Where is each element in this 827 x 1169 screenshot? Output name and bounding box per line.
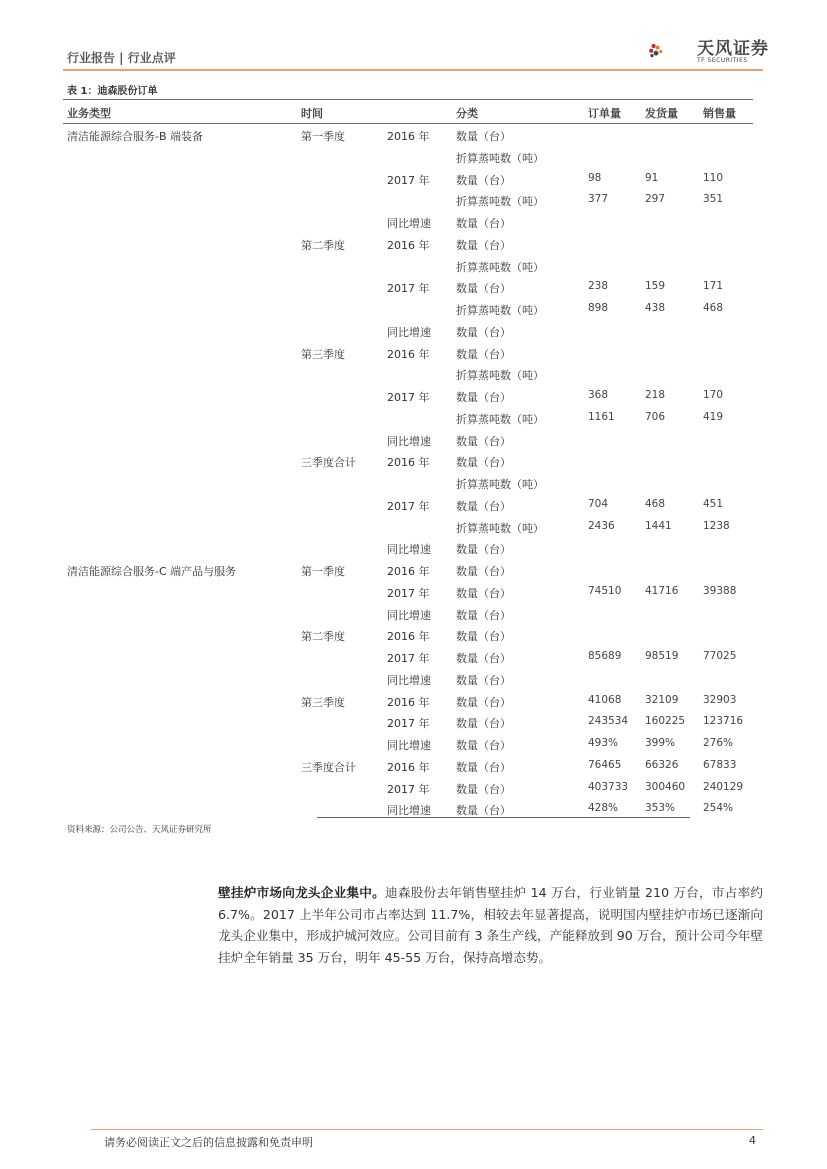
table-cell-ord: 74510	[588, 584, 622, 597]
column-header-business-type: 业务类型	[67, 107, 111, 120]
column-header-orders: 订单量	[588, 107, 621, 120]
table-cell-ord: 238	[588, 280, 609, 293]
table-row	[63, 777, 753, 799]
table-cell-ord: 41068	[588, 693, 622, 706]
table-cell-sal: 32903	[703, 693, 737, 706]
table-cell-yr: 2017 年	[387, 586, 430, 600]
table-cell-sal: 276%	[703, 737, 734, 749]
column-header-sales: 销售量	[703, 107, 736, 120]
table-cell-sal: 468	[703, 302, 724, 314]
table-row	[63, 429, 753, 451]
table-cell-del: 91	[645, 171, 659, 184]
table-cell-cat: 折算蒸吨数（吨）	[456, 260, 544, 274]
table-cell-cat: 数量（台）	[456, 456, 511, 470]
table-cell-yr: 同比增速	[387, 325, 431, 339]
table-cell-yr: 2017 年	[387, 282, 430, 296]
table-source-note: 资料来源：公司公告、天风证券研究所	[67, 825, 212, 835]
table-cell-del: 32109	[645, 693, 679, 706]
table-cell-yr: 2017 年	[387, 173, 430, 187]
table-cell-del: 218	[645, 389, 666, 401]
table-cell-sal: 123716	[703, 715, 744, 728]
table-row	[63, 668, 753, 690]
table-row	[63, 363, 753, 385]
table-row	[63, 733, 753, 755]
table-cell-cat: 折算蒸吨数（吨）	[456, 195, 544, 209]
table-cell-biz: 清洁能源综合服务-B 端装备	[67, 130, 204, 143]
column-header-deliveries: 发货量	[645, 107, 678, 120]
table-row	[63, 690, 753, 712]
table-cell-del: 353%	[645, 802, 676, 815]
table-row	[63, 559, 753, 581]
table-cell-yr: 同比增速	[387, 434, 431, 448]
table-cell-del: 66326	[645, 758, 679, 771]
table-row	[63, 255, 753, 277]
table-cell-cat: 数量（台）	[456, 717, 511, 731]
table-row	[63, 646, 753, 668]
table-row	[63, 711, 753, 733]
table-cell-yr: 2017 年	[387, 652, 430, 665]
table-cell-cat: 数量（台）	[456, 238, 511, 252]
table-cell-del: 399%	[645, 737, 676, 749]
table-cell-yr: 同比增速	[387, 217, 431, 230]
table-cell-cat: 数量（台）	[456, 434, 511, 448]
table-cell-yr: 同比增速	[387, 739, 431, 752]
logo-subtitle: TF SECURITIES	[697, 57, 748, 64]
table-cell-cat: 数量（台）	[456, 347, 511, 361]
table-cell-sal: 39388	[703, 584, 737, 597]
table-cell-sal: 171	[703, 280, 724, 293]
paragraph-body: 迪森股份去年销售壁挂炉 14 万台，行业销量 210 万台，市占率约 6.7%。2017 上半年公司市占率达到 11.7%，相较去年显著提高，说明国内壁挂炉市场已逐渐向龙头企业集中，形成护城河效应。公司目前有 3 条生产线，产能释放到 90 万台，预计公司今年壁挂炉全年销量 35 万台，明年 45-55 万台，保持高增态势。	[218, 885, 764, 965]
table-caption: 表 1：迪森股份订单	[67, 86, 158, 97]
table-cell-yr: 同比增速	[387, 543, 431, 557]
table-cell-cat: 数量（台）	[456, 130, 511, 143]
table-cell-q: 三季度合计	[301, 760, 356, 774]
table-row	[63, 581, 753, 603]
table-row	[63, 146, 753, 168]
table-cell-cat: 数量（台）	[456, 282, 511, 296]
table-cell-cat: 数量（台）	[456, 630, 511, 644]
table-cell-q: 第一季度	[301, 565, 345, 578]
table-cell-ord: 368	[588, 389, 609, 401]
table-cell-del: 468	[645, 497, 666, 510]
column-header-category: 分类	[456, 107, 478, 120]
table-row	[63, 233, 753, 255]
table-cell-sal: 419	[703, 410, 724, 423]
table-cell-cat: 折算蒸吨数（吨）	[456, 369, 544, 383]
table-cell-cat: 折算蒸吨数（吨）	[456, 151, 544, 165]
table-cell-yr: 2016 年	[387, 565, 430, 578]
logo-name: 天风证券	[697, 39, 769, 59]
table-cell-yr: 同比增速	[387, 804, 431, 818]
table-cell-del: 706	[645, 410, 666, 423]
table-cell-cat: 数量（台）	[456, 499, 511, 513]
table-cell-q: 第三季度	[301, 347, 345, 361]
column-header-time: 时间	[301, 107, 323, 120]
table-cell-yr: 2017 年	[387, 782, 430, 796]
table-cell-q: 第一季度	[301, 130, 345, 143]
table-row	[63, 189, 753, 211]
table-cell-cat: 数量（台）	[456, 760, 511, 774]
table-cell-del: 159	[645, 280, 666, 293]
table-cell-yr: 2016 年	[387, 347, 430, 361]
table-cell-q: 第二季度	[301, 630, 345, 644]
table-cell-yr: 2017 年	[387, 499, 430, 513]
table-cell-q: 第二季度	[301, 238, 345, 252]
table-cell-sal: 110	[703, 171, 724, 184]
table-cell-yr: 2017 年	[387, 717, 430, 731]
table-cell-yr: 2016 年	[387, 695, 430, 709]
table-cell-sal: 240129	[703, 780, 744, 793]
table-cell-sal: 254%	[703, 802, 734, 815]
table-cell-yr: 2016 年	[387, 238, 430, 252]
footer-divider	[91, 1129, 763, 1130]
page-number: 4	[749, 1134, 756, 1147]
table-cell-yr: 2016 年	[387, 630, 430, 644]
table-cell-cat: 数量（台）	[456, 695, 511, 709]
table-row	[63, 298, 753, 320]
table-row	[63, 407, 753, 429]
table-cell-cat: 数量（台）	[456, 782, 511, 796]
footer-disclaimer: 请务必阅读正文之后的信息披露和免责申明	[104, 1136, 313, 1149]
table-row	[63, 516, 753, 538]
table-cell-ord: 98	[588, 171, 602, 184]
table-cell-cat: 数量（台）	[456, 543, 511, 557]
table-row	[63, 472, 753, 494]
table-cell-del: 41716	[645, 584, 679, 597]
table-header	[63, 99, 753, 124]
table-cell-cat: 数量（台）	[456, 739, 511, 752]
table-row	[63, 537, 753, 559]
table-cell-cat: 折算蒸吨数（吨）	[456, 521, 544, 535]
table-row	[63, 450, 753, 472]
table-cell-ord: 76465	[588, 758, 622, 771]
table-cell-cat: 数量（台）	[456, 173, 511, 187]
table-cell-cat: 数量（台）	[456, 586, 511, 600]
table-row	[63, 494, 753, 516]
table-cell-yr: 2016 年	[387, 130, 430, 143]
table-cell-q: 三季度合计	[301, 456, 356, 470]
paragraph-lead: 壁挂炉市场向龙头企业集中。	[218, 885, 386, 900]
table-cell-yr: 同比增速	[387, 608, 431, 622]
table-cell-ord: 243534	[588, 715, 629, 728]
table-cell-cat: 数量（台）	[456, 217, 511, 230]
table-cell-cat: 数量（台）	[456, 565, 511, 578]
table-row	[63, 342, 753, 364]
table-cell-cat: 折算蒸吨数（吨）	[456, 304, 544, 317]
table-row	[63, 385, 753, 407]
table-cell-sal: 351	[703, 193, 724, 206]
table-cell-yr: 2017 年	[387, 391, 430, 404]
table-cell-ord: 428%	[588, 802, 619, 815]
order-table	[63, 99, 753, 820]
table-cell-cat: 数量（台）	[456, 325, 511, 339]
table-cell-yr: 同比增速	[387, 673, 431, 687]
table-cell-cat: 折算蒸吨数（吨）	[456, 478, 544, 491]
table-cell-ord: 85689	[588, 650, 622, 662]
table-row	[63, 124, 753, 146]
table-cell-sal: 170	[703, 389, 724, 401]
table-cell-ord: 377	[588, 193, 609, 206]
table-bottom-rule	[317, 817, 690, 818]
table-cell-ord: 403733	[588, 780, 629, 793]
table-cell-cat: 数量（台）	[456, 608, 511, 622]
table-row	[63, 755, 753, 777]
table-row	[63, 320, 753, 342]
table-cell-yr: 2016 年	[387, 760, 430, 774]
table-row	[63, 168, 753, 190]
table-cell-sal: 1238	[703, 519, 730, 532]
table-cell-ord: 704	[588, 497, 609, 510]
report-category: 行业报告 | 行业点评	[67, 51, 176, 65]
table-row	[63, 276, 753, 298]
table-row	[63, 624, 753, 646]
table-cell-cat: 数量（台）	[456, 673, 511, 687]
table-row	[63, 211, 753, 233]
table-body	[63, 124, 753, 820]
table-cell-ord: 898	[588, 302, 609, 314]
table-cell-ord: 1161	[588, 410, 615, 423]
table-cell-del: 98519	[645, 650, 679, 662]
table-cell-del: 300460	[645, 780, 686, 793]
table-cell-cat: 数量（台）	[456, 391, 511, 404]
table-row	[63, 603, 753, 625]
table-cell-sal: 67833	[703, 758, 737, 771]
table-cell-del: 297	[645, 193, 666, 206]
table-cell-yr: 2016 年	[387, 456, 430, 470]
table-cell-biz: 清洁能源综合服务-C 端产品与服务	[67, 565, 237, 578]
table-cell-sal: 451	[703, 497, 724, 510]
table-cell-ord: 2436	[588, 519, 615, 532]
table-cell-del: 160225	[645, 715, 686, 728]
table-cell-cat: 数量（台）	[456, 652, 511, 665]
table-cell-del: 1441	[645, 519, 672, 532]
table-cell-sal: 77025	[703, 650, 737, 662]
tf-securities-logo-icon	[648, 28, 696, 72]
table-cell-cat: 折算蒸吨数（吨）	[456, 412, 544, 426]
table-cell-ord: 493%	[588, 737, 619, 749]
table-cell-cat: 数量（台）	[456, 804, 511, 818]
body-paragraph	[218, 882, 763, 968]
table-cell-del: 438	[645, 302, 666, 314]
table-cell-q: 第三季度	[301, 695, 345, 709]
